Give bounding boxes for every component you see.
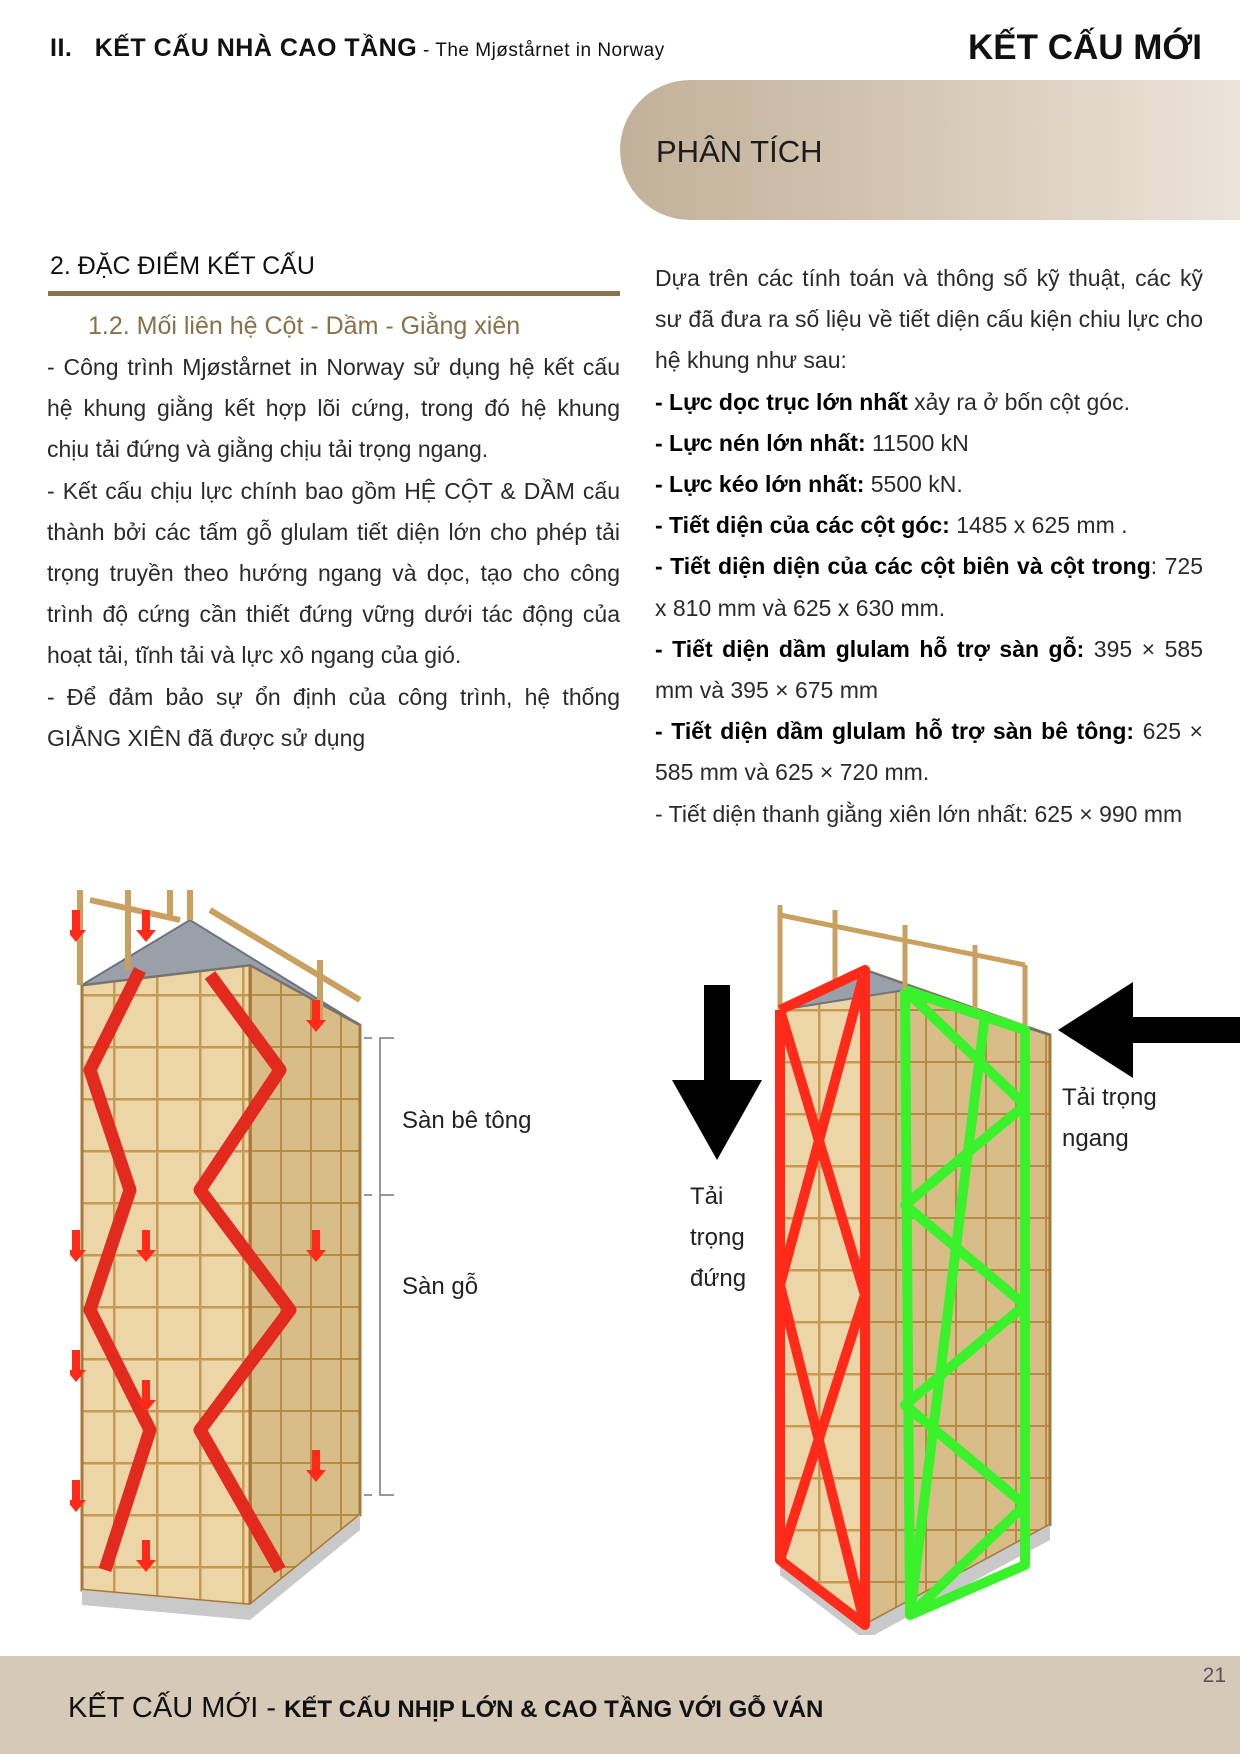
label-horizontal-load: Tải trọng ngang (1062, 1084, 1157, 1152)
spec-item (655, 464, 1203, 505)
analysis-banner (620, 80, 1240, 220)
paragraph: - Để đảm bảo sự ổn định của công trình, hệ thống GIẰNG XIÊN đã được sử dụng (47, 683, 620, 751)
footer-brand: KẾT CẤU MỚI - (68, 1692, 285, 1724)
spec-item (655, 382, 1203, 423)
spec-value: - Tiết diện thanh giằng xiên lớn nhất: 625 × 990 mm (655, 800, 1183, 827)
spec-item (655, 711, 1203, 793)
spec-item (655, 794, 1203, 835)
banner-title: PHÂN TÍCH (656, 134, 823, 169)
spec-label: - Tiết diện dầm glulam hỗ trợ sàn bê tông: (655, 718, 1135, 745)
label-vertical-load: Tải trọng đứng (690, 1183, 747, 1292)
spec-label: - Tiết diện dầm glulam hỗ trợ sàn gỗ: (655, 635, 1085, 662)
header-section-title (50, 34, 665, 63)
floor-indicator-lines (360, 1030, 400, 1510)
paragraph: - Kết cấu chịu lực chính bao gồm HỆ CỘT & DẦM cấu thành bởi các tấm gỗ glulam tiết diện lớn cho phép tải trọng truyền theo hướng ngang và dọc, tạo cho công trình độ cứng cần thiết đứng vững dưới tác động của hoạt tải, tĩnh tải và lực xô ngang của gió. (47, 477, 620, 669)
label-wood-floor: Sàn gỗ (402, 1273, 479, 1300)
paragraph: - Công trình Mjøstårnet in Norway sử dụng hệ kết cấu hệ khung giằng kết hợp lõi cứng, trong đó hệ khung chịu tải đứng và giằng chịu tải trọng ngang. (47, 354, 620, 463)
spec-item (655, 423, 1203, 464)
spec-value: 395 × 585 mm và 395 × 675 mm (655, 635, 1203, 704)
subsection-heading: 1.2. Mối liên hệ Cột - Dầm - Giằng xiên (88, 312, 521, 340)
label-concrete-floor: Sàn bê tông (402, 1107, 532, 1134)
intro-paragraph: Dựa trên các tính toán và thông số kỹ thuật, các kỹ sư đã đưa ra số liệu về tiết diện cấu kiện chiu lực cho hệ khung như sau: (655, 265, 1203, 374)
brand-title: KẾT CẤU MỚI (967, 28, 1202, 67)
section-number: II. (50, 34, 73, 62)
spec-item (655, 546, 1203, 628)
spec-value: : 725 x 810 mm và 625 x 630 mm. (655, 553, 1203, 621)
spec-label: - Lực dọc trục lớn nhất (655, 388, 908, 415)
spec-value: xảy ra ở bốn cột góc. (907, 388, 1130, 415)
spec-value: 5500 kN. (864, 471, 963, 498)
spec-label: - Tiết diện diện của các cột biên và cột trong (655, 553, 1151, 580)
section-heading: 2. ĐẶC ĐIỂM KẾT CẤU (50, 252, 315, 280)
left-column-text (47, 347, 620, 759)
section-divider (48, 291, 620, 296)
spec-value: 625 × 585 mm và 625 × 720 mm. (655, 718, 1203, 786)
spec-value: 1485 x 625 mm . (949, 512, 1128, 539)
spec-label: - Tiết diện của các cột góc: (655, 512, 950, 539)
timber-frame-diagram-right (775, 905, 1055, 1635)
spec-label: - Lực kéo lớn nhất: (655, 471, 865, 498)
footer-book-title: KẾT CẤU NHỊP LỚN & CAO TẦNG VỚI GỖ VÁN (284, 1696, 824, 1723)
right-column-text (655, 258, 1203, 835)
spec-item (655, 629, 1203, 711)
footer-title (68, 1692, 823, 1725)
timber-frame-diagram-left (70, 890, 370, 1620)
spec-label: - Lực nén lớn nhất: (655, 429, 866, 456)
section-name: KẾT CẤU NHÀ CAO TẦNG (94, 34, 418, 62)
spec-item (655, 505, 1203, 546)
horizontal-load-arrow-icon (1058, 982, 1240, 1078)
page-number: 21 (1202, 1664, 1226, 1687)
vertical-load-arrow-icon (672, 985, 762, 1165)
section-subtitle: - The Mjøstårnet in Norway (417, 40, 665, 61)
footer (0, 1656, 1240, 1754)
spec-value: 11500 kN (865, 429, 969, 456)
